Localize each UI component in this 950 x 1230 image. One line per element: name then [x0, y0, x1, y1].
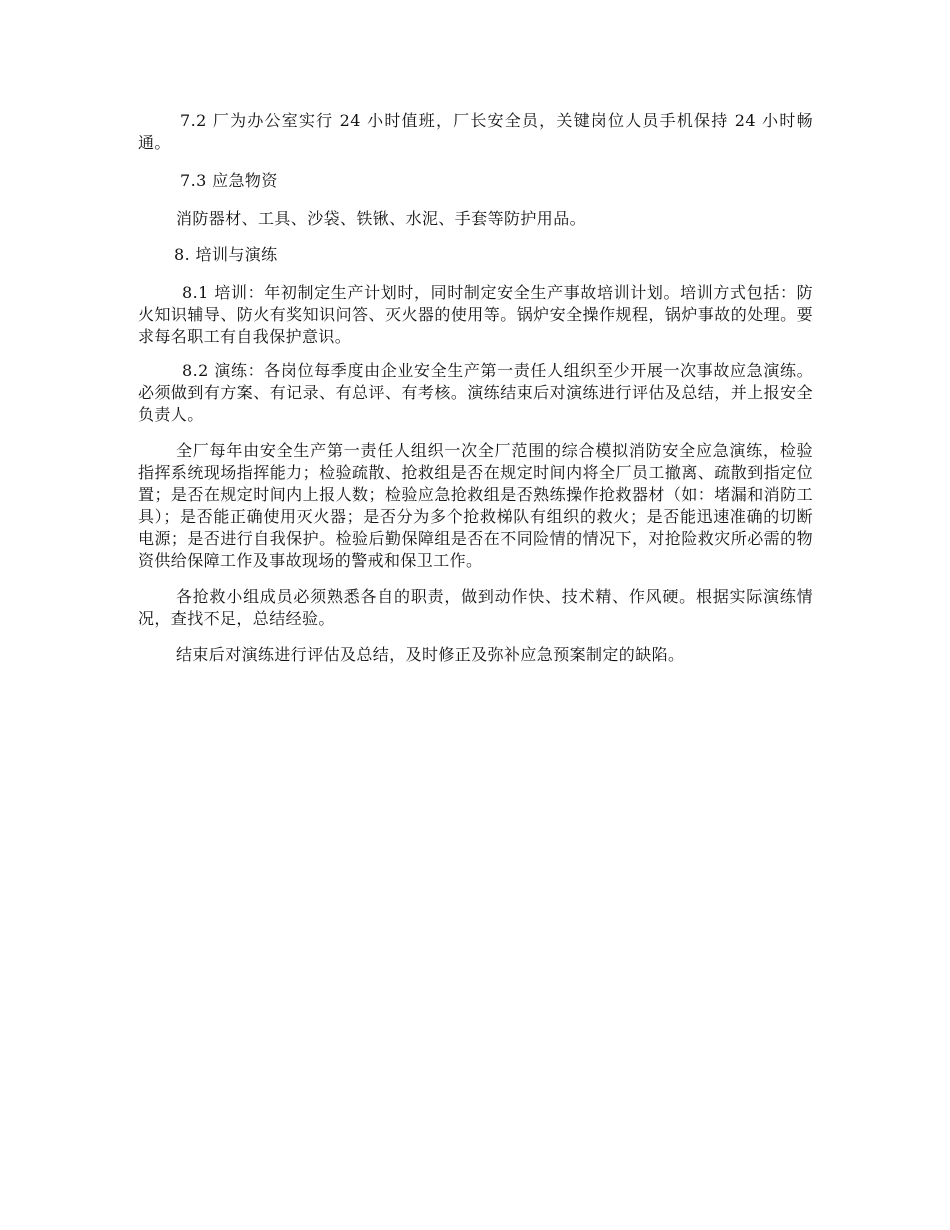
heading-7-3-emergency-supplies: 7.3 应急物资	[180, 171, 278, 190]
paragraph-post-drill-review: 结束后对演练进行评估及总结，及时修正及弥补应急预案制定的缺陷。	[176, 645, 685, 664]
paragraph-8-1-training: 8.1 培训：年初制定生产计划时，同时制定安全生产事故培训计划。培训方式包括：防火知识辅导、防火有奖知识问答、灭火器的使用等。锅炉安全操作规程，锅炉事故的处理。要求每名职工有自我保护意识。	[138, 283, 813, 346]
paragraph-7-2-duty: 7.2 厂为办公室实行 24 小时值班，厂长安全员，关键岗位人员手机保持 24 小时畅通。	[138, 111, 813, 152]
heading-8-training-drills: 8. 培训与演练	[174, 245, 278, 264]
paragraph-8-2-drills: 8.2 演练：各岗位每季度由企业安全生产第一责任人组织至少开展一次事故应急演练。必须做到有方案、有记录、有总评、有考核。演练结束后对演练进行评估及总结，并上报安全负责人。	[138, 361, 813, 424]
paragraph-plant-wide-drill: 全厂每年由安全生产第一责任人组织一次全厂范围的综合模拟消防安全应急演练，检验指挥系统现场指挥能力；检验疏散、抢救组是否在规定时间内将全厂员工撤离、疏散到指定位置；是否在规定时间内上报人数；检验应急抢救组是否熟练操作抢救器材（如：堵漏和消防工具）；是否能正确使用灭火器；是否分为多个抢救梯队有组织的救火；是否能迅速准确的切断电源；是否进行自我保护。检验后勤保障组是否在不同险情的情况下，对抢险救灾所必需的物资供给保障工作及事故现场的警戒和保卫工作。	[138, 441, 813, 570]
paragraph-supplies-list: 消防器材、工具、沙袋、铁锹、水泥、手套等防护用品。	[176, 209, 587, 228]
paragraph-rescue-team-duties: 各抢救小组成员必须熟悉各自的职责，做到动作快、技术精、作风硬。根据实际演练情况，查找不足，总结经验。	[138, 587, 813, 628]
document-page	[138, 110, 813, 666]
